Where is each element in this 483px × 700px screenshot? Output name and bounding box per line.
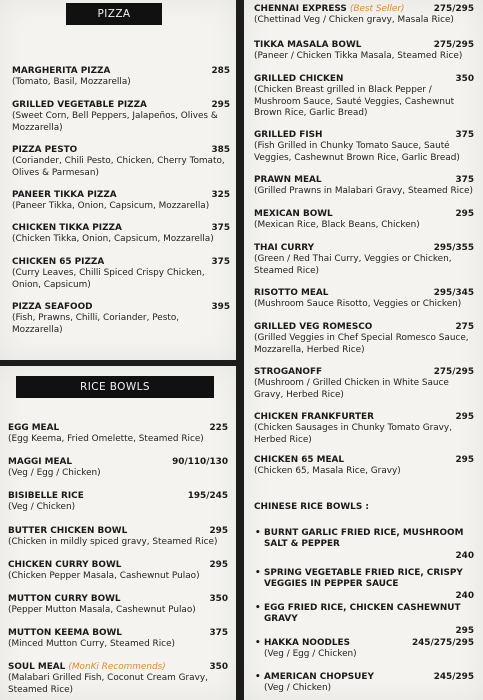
menu-item [8, 628, 228, 651]
item-desc: (Chicken Sausages in Chunky Tomato Gravy, Herbed Rice) [254, 423, 452, 445]
menu-item [12, 66, 230, 89]
item-name: GRILLED CHICKEN [254, 74, 344, 84]
bullet-icon: • [255, 568, 261, 578]
menu-item [255, 672, 474, 695]
item-price: 395 [211, 302, 230, 312]
item-name: GRILLED VEGETABLE PIZZA [12, 100, 147, 110]
item-price: 375 [211, 257, 230, 267]
menu-item [12, 257, 230, 291]
item-price: 295 [211, 100, 230, 110]
item-price: 350 [455, 74, 474, 84]
menu-item [8, 594, 228, 617]
item-price: 295 [209, 560, 228, 570]
item-price: 385 [211, 145, 230, 155]
menu-item [254, 412, 474, 446]
item-name: AMERICAN CHOPSUEY [264, 672, 374, 682]
item-desc: (Fish Grilled in Chunky Tomato Sauce, Sauté Veggies, Cashewnut Brown Rice, Garlic Bread) [254, 141, 460, 163]
menu-item [254, 74, 474, 120]
menu-item [8, 662, 228, 696]
item-name: GRILLED FISH [254, 130, 323, 140]
menu-item [254, 130, 474, 164]
item-price: 295 [455, 209, 474, 219]
item-price: 350 [209, 594, 228, 604]
item-price: 295/355 [433, 243, 474, 253]
item-price: 295 [455, 455, 474, 465]
item-price: 375 [211, 223, 230, 233]
item-name: PRAWN MEAL [254, 175, 322, 185]
item-name: MAGGI MEAL [8, 457, 73, 467]
menu-item [254, 175, 474, 198]
item-price: 275 [455, 322, 474, 332]
item-desc: (Tomato, Basil, Mozzarella) [12, 77, 131, 88]
menu-item [12, 302, 230, 336]
item-name: BURNT GARLIC FRIED RICE, MUSHROOM SALT & PEPPER [264, 528, 464, 550]
item-price: 245/275/295 [411, 638, 474, 648]
menu-item [254, 288, 474, 311]
chinese-rice-bowls-title: CHINESE RICE BOWLS : [254, 502, 369, 512]
rice-bowls-section [0, 366, 236, 700]
menu-item [12, 145, 230, 179]
item-desc: (Chicken Breast grilled in Black Pepper / Mushroom Sauce, Sauté Veggies, Cashewnut Brown Rice, Garlic Bread) [254, 85, 455, 119]
item-price: 350 [209, 662, 228, 672]
item-name: MUTTON KEEMA BOWL [8, 628, 122, 638]
item-price: 295/345 [433, 288, 474, 298]
bullet-icon: • [255, 603, 261, 613]
rice-bowls-header: RICE BOWLS [16, 376, 214, 398]
menu-item [254, 322, 474, 356]
menu-item [8, 457, 228, 480]
item-desc: (Egg Keema, Fried Omelette, Steamed Rice) [8, 434, 204, 445]
menu-item [12, 223, 230, 246]
item-name: BUTTER CHICKEN BOWL [8, 526, 128, 536]
item-desc: (Paneer / Chicken Tikka Masala, Steamed Rice) [254, 51, 463, 62]
item-desc: (Chicken 65, Masala Rice, Gravy) [254, 466, 401, 477]
menu-item [254, 367, 474, 401]
menu-item [254, 455, 474, 478]
item-desc: (Grilled Veggies in Chef Special Romesco Sauce, Mozzarella, Herbed Rice) [254, 333, 469, 355]
item-price: 90/110/130 [172, 457, 228, 467]
item-price: 375 [455, 175, 474, 185]
item-price: 225 [209, 423, 228, 433]
item-price: 275/295 [433, 40, 474, 50]
item-desc: (Malabari Grilled Fish, Coconut Cream Gravy, Steamed Rice) [8, 673, 208, 695]
item-desc: (Mexican Rice, Black Beans, Chicken) [254, 220, 420, 231]
item-name: CHICKEN TIKKA PIZZA [12, 223, 122, 233]
item-desc: (Green / Red Thai Curry, Veggies or Chicken, Steamed Rice) [254, 254, 452, 276]
item-name: RISOTTO MEAL [254, 288, 329, 298]
item-price: 325 [211, 190, 230, 200]
item-name-text: CHENNAI EXPRESS [254, 4, 347, 14]
item-name [8, 662, 228, 673]
item-price: 275/295 [433, 4, 474, 14]
item-desc: (Paneer Tikka, Onion, Capsicum, Mozzarella) [12, 201, 210, 212]
recommend-tag: (MonKi Recommends) [68, 662, 166, 672]
item-desc: (Veg / Chicken) [8, 502, 76, 513]
menu-item [254, 209, 474, 232]
item-price: 245/295 [433, 672, 474, 682]
item-price: 240 [455, 550, 474, 561]
item-price: 295 [455, 625, 474, 636]
bullet-icon: • [255, 528, 261, 538]
menu-item [255, 603, 474, 637]
item-name: EGG FRIED RICE, CHICKEN CASHEWNUT GRAVY [264, 603, 461, 625]
item-price: 375 [455, 130, 474, 140]
item-desc: (Curry Leaves, Chilli Spiced Crispy Chicken, Onion, Capsicum) [12, 268, 205, 290]
menu-item [255, 638, 474, 661]
item-desc: (Mushroom / Grilled Chicken in White Sauce Gravy, Herbed Rice) [254, 378, 449, 400]
item-name: EGG MEAL [8, 423, 60, 433]
item-price: 295 [455, 412, 474, 422]
item-name: CHICKEN 65 MEAL [254, 455, 345, 465]
item-name: MUTTON CURRY BOWL [8, 594, 121, 604]
item-name: GRILLED VEG ROMESCO [254, 322, 373, 332]
item-name: CHICKEN CURRY BOWL [8, 560, 122, 570]
menu-item [8, 491, 228, 514]
item-name: PIZZA SEAFOOD [12, 302, 93, 312]
item-price: 375 [209, 628, 228, 638]
item-desc: (Pepper Mutton Masala, Cashewnut Pulao) [8, 605, 196, 616]
item-desc: (Minced Mutton Curry, Steamed Rice) [8, 639, 175, 650]
menu-item [255, 568, 474, 602]
item-desc: (Sweet Corn, Bell Peppers, Jalapeños, Olives & Mozzarella) [12, 111, 218, 133]
menu-item [254, 40, 474, 63]
menu-item [254, 243, 474, 277]
item-name: MEXICAN BOWL [254, 209, 333, 219]
item-name: PIZZA PESTO [12, 145, 78, 155]
item-name: SPRING VEGETABLE FRIED RICE, CRISPY VEGGIES IN PEPPER SAUCE [264, 568, 463, 590]
bullet-icon: • [255, 638, 261, 648]
item-price: 195/245 [187, 491, 228, 501]
item-name: MARGHERITA PIZZA [12, 66, 111, 76]
item-desc: (Chicken Pepper Masala, Cashewnut Pulao) [8, 571, 200, 582]
item-name: THAI CURRY [254, 243, 315, 253]
item-desc: (Veg / Egg / Chicken) [264, 649, 357, 660]
item-price: 240 [455, 590, 474, 601]
item-desc: (Chettinad Veg / Chicken gravy, Masala Rice) [254, 15, 454, 26]
menu-item [8, 560, 228, 583]
item-name: CHICKEN FRANKFURTER [254, 412, 374, 422]
item-name: HAKKA NOODLES [264, 638, 351, 648]
item-desc: (Mushroom Sauce Risotto, Veggies or Chicken) [254, 299, 462, 310]
menu-item [255, 528, 474, 562]
menu-item [12, 100, 230, 134]
item-desc: (Veg / Egg / Chicken) [8, 468, 101, 479]
item-desc: (Coriander, Chili Pesto, Chicken, Cherry Tomato, Olives & Parmesan) [12, 156, 225, 178]
menu-item [8, 423, 228, 446]
pizza-section [0, 0, 236, 360]
item-name: TIKKA MASALA BOWL [254, 40, 362, 50]
item-desc: (Veg / Chicken) [264, 683, 332, 694]
item-desc: (Chicken Tikka, Onion, Capsicum, Mozzarella) [12, 234, 214, 245]
item-price: 275/295 [433, 367, 474, 377]
item-name: CHICKEN 65 PIZZA [12, 257, 105, 267]
item-desc: (Chicken in mildly spiced gravy, Steamed Rice) [8, 537, 218, 548]
item-name-text: SOUL MEAL [8, 662, 66, 672]
right-column [244, 0, 483, 700]
menu-item [8, 526, 228, 549]
item-price: 295 [209, 526, 228, 536]
item-name: PANEER TIKKA PIZZA [12, 190, 117, 200]
item-name: STROGANOFF [254, 367, 323, 377]
item-price: 285 [211, 66, 230, 76]
menu-item [12, 190, 230, 213]
item-desc: (Grilled Prawns in Malabari Gravy, Steamed Rice) [254, 186, 473, 197]
item-desc: (Fish, Prawns, Chilli, Coriander, Pesto, Mozzarella) [12, 313, 180, 335]
menu-item [254, 4, 474, 27]
best-seller-tag: (Best Seller) [349, 4, 405, 14]
bullet-icon: • [255, 672, 261, 682]
pizza-header: PIZZA [66, 3, 162, 25]
item-name: BISIBELLE RICE [8, 491, 84, 501]
